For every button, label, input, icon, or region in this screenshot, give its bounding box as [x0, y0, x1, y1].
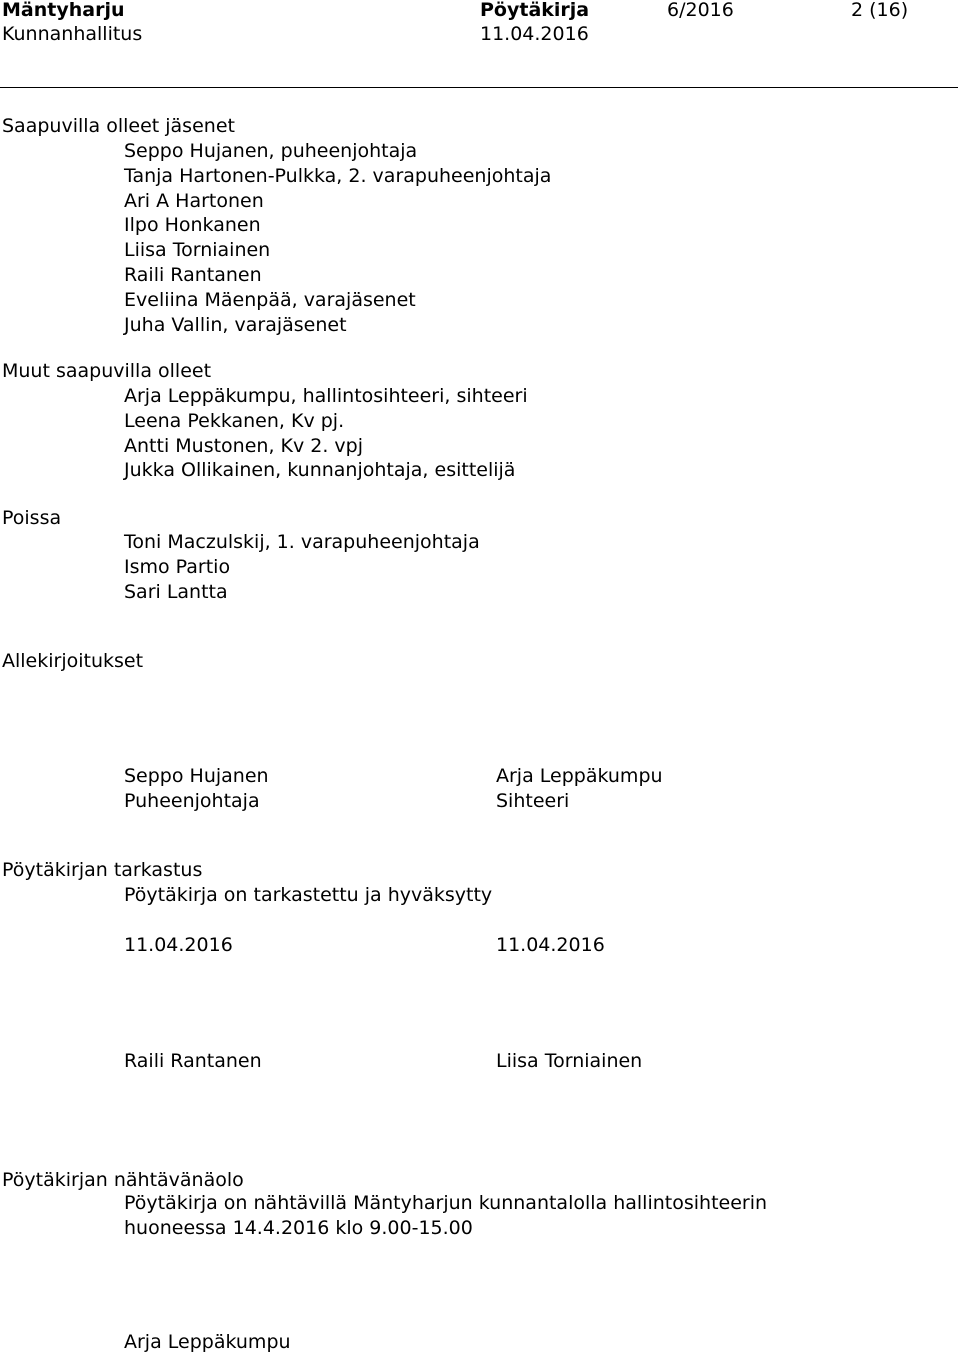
signatures-label: Allekirjoitukset: [2, 650, 144, 672]
list-item: Jukka Ollikainen, kunnanjohtaja, esittelijä: [124, 459, 516, 482]
public-display-text: [124, 1191, 767, 1241]
list-item: Juha Vallin, varajäsenet: [124, 313, 347, 336]
signer-role: Puheenjohtaja: [124, 789, 260, 812]
signer-name: Arja Leppäkumpu: [496, 765, 663, 787]
list-item: Leena Pekkanen, Kv pj.: [124, 409, 345, 432]
list-item: Raili Rantanen: [124, 263, 262, 286]
meeting-number: 6/2016: [667, 0, 734, 21]
list-item: Seppo Hujanen, puheenjohtaja: [124, 140, 418, 162]
public-display-signer: Arja Leppäkumpu: [124, 1331, 291, 1353]
list-item: Arja Leppäkumpu, hallintosihteeri, sihteeri: [124, 385, 528, 407]
chair-signature: [124, 764, 269, 814]
review-statement: Pöytäkirja on tarkastettu ja hyväksytty: [124, 884, 493, 906]
present-members-list: [124, 139, 551, 337]
meeting-date: 11.04.2016: [480, 23, 589, 45]
review-label: Pöytäkirjan tarkastus: [2, 859, 203, 881]
absent-list: [124, 530, 480, 604]
reviewer-name: Raili Rantanen: [124, 1050, 262, 1072]
page-number: 2 (16): [851, 0, 909, 21]
absent-label: Poissa: [2, 507, 62, 529]
list-item: Antti Mustonen, Kv 2. vpj: [124, 434, 364, 457]
list-item: Toni Maczulskij, 1. varapuheenjohtaja: [124, 531, 480, 553]
signer-name: Seppo Hujanen: [124, 765, 269, 787]
list-item: Ari A Hartonen: [124, 189, 264, 212]
secretary-signature: [496, 764, 663, 814]
list-item: Sari Lantta: [124, 580, 228, 603]
list-item: Ilpo Honkanen: [124, 214, 261, 237]
municipality-name: Mäntyharju: [2, 0, 125, 21]
header-divider: [0, 87, 958, 88]
list-item: Eveliina Mäenpää, varajäsenet: [124, 288, 416, 311]
reviewer-date: 11.04.2016: [124, 934, 233, 956]
present-members-label: Saapuvilla olleet jäsenet: [2, 115, 235, 137]
document-type: Pöytäkirja: [480, 0, 590, 21]
public-display-line: huoneessa 14.4.2016 klo 9.00-15.00: [124, 1216, 473, 1239]
list-item: Ismo Partio: [124, 555, 231, 578]
reviewer-name: Liisa Torniainen: [496, 1050, 643, 1072]
list-item: Liisa Torniainen: [124, 239, 271, 262]
governing-body: Kunnanhallitus: [2, 23, 143, 45]
public-display-line: Pöytäkirja on nähtävillä Mäntyharjun kunnantalolla hallintosihteerin: [124, 1192, 768, 1214]
signer-role: Sihteeri: [496, 789, 570, 812]
reviewer-date: 11.04.2016: [496, 934, 605, 956]
others-present-label: Muut saapuvilla olleet: [2, 360, 212, 382]
public-display-label: Pöytäkirjan nähtävänäolo: [2, 1169, 244, 1191]
list-item: Tanja Hartonen-Pulkka, 2. varapuheenjohtaja: [124, 164, 552, 187]
others-present-list: [124, 384, 528, 483]
